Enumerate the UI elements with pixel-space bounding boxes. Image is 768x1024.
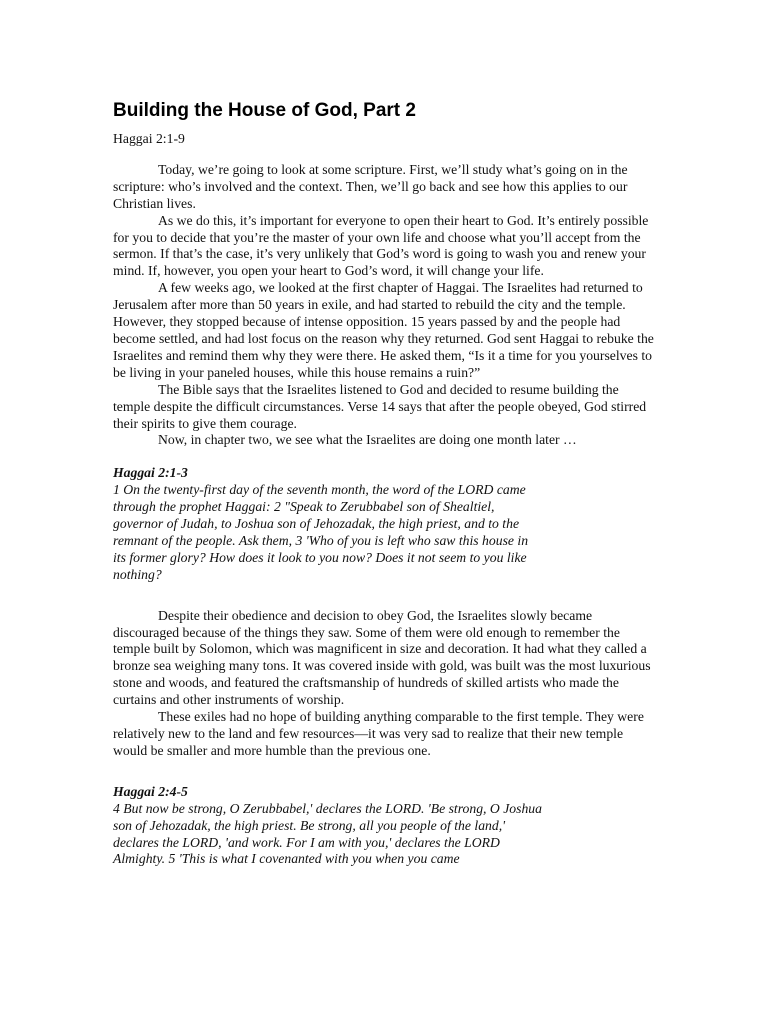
intro-paragraph: Today, we’re going to look at some scripture. First, we’ll study what’s going on in the scripture: who’s involved and the context. Then, we’ll go back and see how this applies to our Christian lives. xyxy=(113,161,628,211)
body-paragraph: Despite their obedience and decision to obey God, the Israelites slowly became discouraged because of the things they saw. Some of them were old enough to remember the temple built by Solomon, which was magnificent in size and decoration. It had what they called a bronze sea weighing many tons. It was covered inside with gold, was built was the most luxurious stone and woods, and featured the craftsmanship of hundreds of skilled artists who made the curtains and other instruments of worship. xyxy=(113,607,651,708)
scripture-quote: 1 On the twenty-first day of the seventh month, the word of the LORD came through the prophet Haggai: 2 "Speak to Zerubbabel son of Shealtiel, governor of Judah, to Joshua son of Jehozadak, the high priest, and to the remnant of the people. Ask them, 3 'Who of you is left who saw this house in its former glory? How does it look to you now? Does it not seem to you like nothing? xyxy=(113,482,529,582)
document-content xyxy=(113,100,658,868)
passage-reference: Haggai 2:1-3 xyxy=(113,465,188,481)
intro-paragraph: The Bible says that the Israelites listened to God and decided to resume building the temple despite the difficult circumstances. Verse 14 says that after the people obeyed, God stirred their spirits to give them courage. xyxy=(113,381,647,431)
page-title: Building the House of God, Part 2 xyxy=(113,100,416,121)
passage-reference: Haggai 2:4-5 xyxy=(113,783,188,799)
intro-paragraph: A few weeks ago, we looked at the first chapter of Haggai. The Israelites had returned to Jerusalem after more than 50 years in exile, and had started to rebuild the city and the temple. However, they stopped because of intense opposition. 15 years passed by and the people had become settled, and had lost focus on the reason why they returned. God sent Haggai to rebuke the Israelites and remind them why they were there. He asked them, “Is it a time for you yourselves to be living in your paneled houses, while this house remains a ruin?” xyxy=(113,280,654,380)
intro-paragraph: Now, in chapter two, we see what the Israelites are doing one month later … xyxy=(158,432,577,448)
scripture-quote: 4 But now be strong, O Zerubbabel,' declares the LORD. 'Be strong, O Joshua son of Jehozadak, the high priest. Be strong, all you people of the land,' declares the LORD, 'and work. For I am with you,' declares the LORD Almighty. 5 'This is what I covenanted with you when you came xyxy=(113,800,542,867)
body-paragraph: These exiles had no hope of building anything comparable to the first temple. They were relatively new to the land and few resources—it was very sad to realize that their new temple would be smaller and more humble than the previous one. xyxy=(113,709,644,758)
scripture-reference: Haggai 2:1-9 xyxy=(113,131,185,146)
intro-paragraph: As we do this, it’s important for everyone to open their heart to God. It’s entirely possible for you to decide that you’re the master of your own life and choose what you’ll accept from the sermon. If that’s the case, it’s very unlikely that God’s word is going to wash you and renew your mind. If, however, you open your heart to God’s word, it will change your life. xyxy=(113,212,649,279)
